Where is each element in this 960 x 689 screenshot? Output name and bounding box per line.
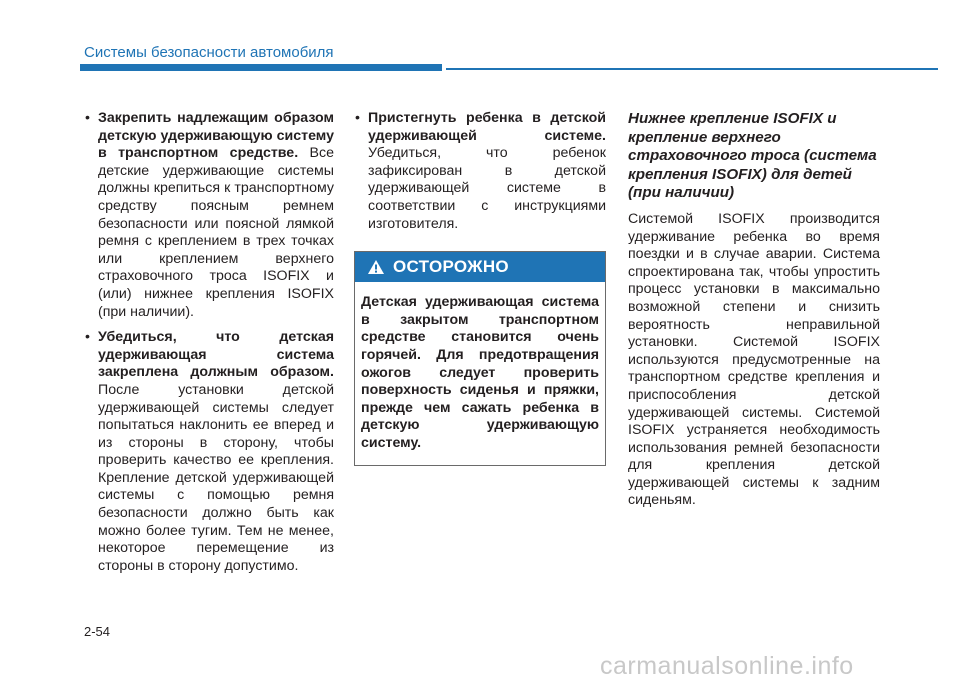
warning-header <box>355 252 605 282</box>
bullet-item <box>84 329 334 575</box>
column-right <box>628 110 880 510</box>
bullet-dot: • <box>355 110 360 126</box>
page-number: 2-54 <box>84 624 111 639</box>
warning-text: Детская удерживающая система в закрытом транспортном средстве становится очень горячей. Для предотвращения ожогов следует проверить поверхность сиденья и пряжки, прежде чем сажать ребенка в детскую удерживающую систему. <box>361 294 599 451</box>
bullet-heading: Закрепить надлежащим образом детскую удерживающую систему в транспортном средстве. <box>98 110 334 162</box>
column-middle <box>354 110 606 466</box>
section-title: Системы безопасности автомобиля <box>84 44 334 61</box>
warning-triangle-icon <box>367 259 385 275</box>
bullet-dot: • <box>85 329 90 346</box>
bullet-heading: Убедиться, что детская удерживающая система закреплена должным образом. <box>98 329 334 381</box>
header-rule-thick <box>80 64 442 71</box>
isofix-heading: Нижнее крепление ISOFIX и крепление верхнего страховочного троса (система крепления ISOFIX) для детей (при наличии) <box>628 110 877 202</box>
bullet-heading: Пристегнуть ребенка в детской удерживающей системе. <box>368 110 606 144</box>
header-rule-thin <box>446 68 938 70</box>
warning-box <box>354 251 606 465</box>
bullet-item <box>84 110 334 321</box>
bullet-text: Убедиться, что ребенок зафиксирован в детской удерживающей системе в соответствии с инструкциями изготовителя. <box>368 145 606 232</box>
bullet-text: Все детские удерживающие системы должны крепиться к транспортному средству поясным ремнем безопасности или поясной лямкой ремня с креплением в трех точках или креплением верхнего страховочного троса ISOFIX и (или) нижнее крепления ISOFIX (при наличии). <box>98 145 334 320</box>
bullet-text: После установки детской удерживающей системы следует попытаться наклонить ее вперед и из стороны в сторону, чтобы проверить качество ее крепления. Крепление детской удерживающей системы с помощью ремня безопасности должно быть как можно более тугим. Тем не менее, некоторое перемещение из стороны в сторону допустимо. <box>98 381 334 574</box>
isofix-text: Системой ISOFIX производится удерживание ребенка во время поездки и в случае аварии. Система спроектирована так, чтобы упростить процесс установки в максимально возможной степени и снизить вероятность неправильной установки. Системой ISOFIX используются предусмотренные на транспортном средстве крепления и приспособления детской удерживающей системы. Системой ISOFIX устраняется необходимость использования ремней безопасности для крепления детской удерживающей системы к задним сиденьям. <box>628 210 880 509</box>
watermark: carmanualsonline.info <box>600 652 854 680</box>
warning-title: ОСТОРОЖНО <box>393 257 509 277</box>
column-left <box>84 110 334 583</box>
bullet-item <box>354 110 606 233</box>
bullet-dot: • <box>85 110 90 126</box>
